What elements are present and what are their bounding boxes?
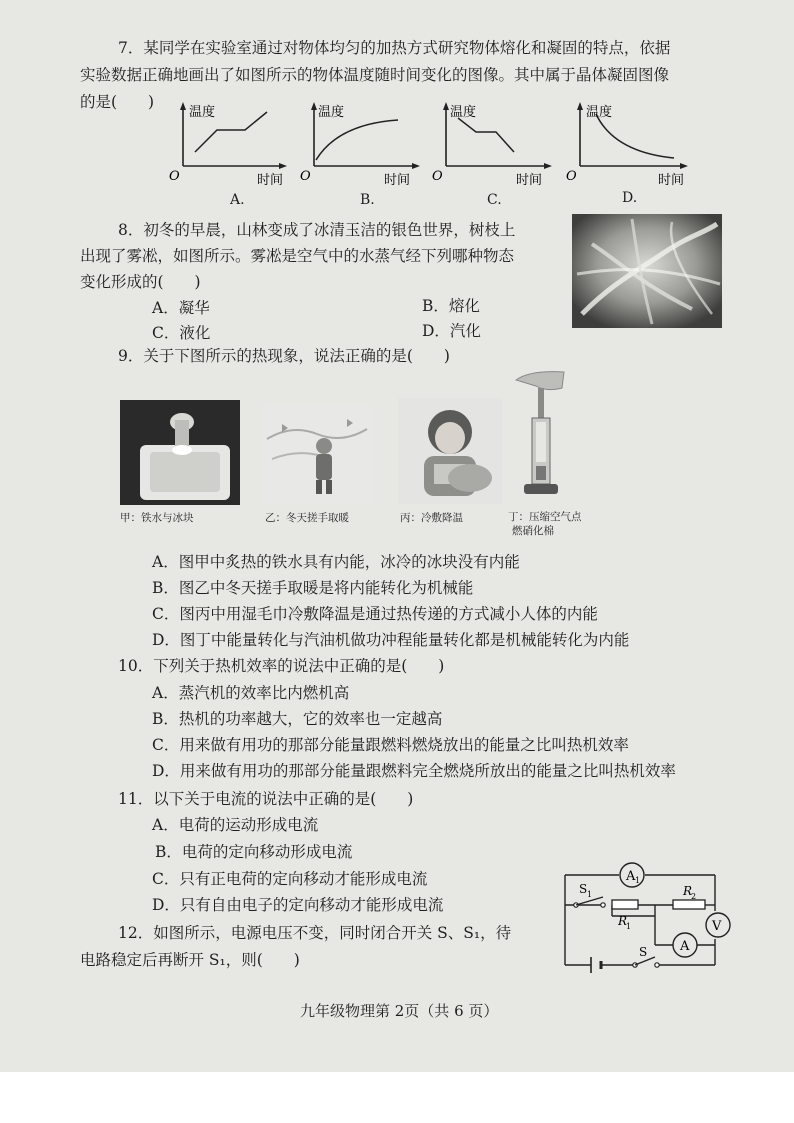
page-footer: 九年级物理第 2页（共 6 页）: [300, 1002, 499, 1020]
voltmeter-label: V: [712, 919, 722, 934]
photo-jia-iron-ice: [120, 400, 240, 505]
q10-option-a: A．蒸汽机的效率比内燃机高: [152, 684, 350, 702]
caption-ding-2: 燃硝化棉: [512, 525, 554, 537]
switch-s1-sub: 1: [587, 890, 593, 899]
graph-c-origin: O: [432, 169, 443, 184]
q10-option-d: D．用来做有用功的那部分能量跟燃料完全燃烧所放出的能量之比叫热机效率: [152, 762, 676, 780]
photo-yi-rub-hands: [262, 404, 372, 504]
q8-option-d: D．汽化: [422, 322, 481, 340]
caption-bing: 丙：冷敷降温: [400, 512, 463, 524]
q9-stem: 9．关于下图所示的热现象，说法正确的是( ): [118, 347, 450, 365]
q11-stem: 11．以下关于电流的说法中正确的是( ): [118, 790, 414, 808]
graph-b-letter: B.: [360, 192, 375, 208]
caption-jia: 甲：铁水与冰块: [120, 512, 194, 524]
caption-yi: 乙：冬天搓手取暖: [265, 512, 349, 524]
graph-d: [562, 100, 696, 190]
q12-line2: 电路稳定后再断开 S₁，则( ): [80, 951, 300, 969]
graph-c-letter: C.: [487, 192, 502, 208]
graph-c-xlabel: 时间: [516, 173, 543, 188]
ammeter-a1-label: A: [626, 869, 636, 884]
q9-option-b: B．图乙中冬天搓手取暖是将内能转化为机械能: [152, 579, 474, 597]
ammeter-a1-sub: 1: [635, 876, 641, 885]
rime-photo: [572, 214, 722, 328]
resistor-r2-sub: 2: [691, 892, 697, 901]
q7-line1: 7．某同学在实验室通过对物体均匀的加热方式研究物体熔化和凝固的特点，依据: [118, 39, 671, 57]
q10-option-b: B．热机的功率越大，它的效率也一定越高: [152, 710, 443, 728]
photo-bing-cold-compress: [398, 398, 502, 504]
q8-line1: 8．初冬的早晨，山林变成了冰清玉洁的银色世界，树枝上: [118, 221, 516, 239]
graph-a: [165, 100, 295, 190]
q11-option-d: D．只有自由电子的定向移动才能形成电流: [152, 896, 444, 914]
q8-line3: 变化形成的( ): [80, 273, 201, 291]
q11-option-a: A．电荷的运动形成电流: [152, 816, 319, 834]
graph-b: [298, 100, 428, 190]
graph-a-origin: O: [169, 169, 180, 184]
graph-c: [430, 100, 560, 190]
graph-a-xlabel: 时间: [257, 173, 284, 188]
resistor-r2-label: R: [683, 884, 693, 898]
ammeter-a-label: A: [680, 939, 690, 954]
resistor-r1-label: R: [618, 914, 628, 928]
graph-b-ylabel: 温度: [318, 105, 345, 120]
q8-option-a: A．凝华: [152, 299, 210, 317]
caption-ding-1: 丁：压缩空气点: [508, 511, 582, 523]
q8-option-c: C．液化: [152, 324, 211, 342]
switch-s1-label: S: [579, 882, 588, 896]
q9-option-d: D．图丁中能量转化与汽油机做功冲程能量转化都是机械能转化为内能: [152, 631, 630, 649]
q7-line3: 的是( ): [80, 93, 155, 111]
q10-stem: 10．下列关于热机效率的说法中正确的是( ): [118, 657, 445, 675]
q7-line2: 实验数据正确地画出了如图所示的物体温度随时间变化的图像。其中属于晶体凝固图像: [80, 66, 670, 84]
q11-option-b: B．电荷的定向移动形成电流: [155, 843, 353, 861]
graph-d-letter: D.: [622, 190, 638, 206]
graph-b-xlabel: 时间: [384, 173, 411, 188]
q12-line1: 12．如图所示，电源电压不变，同时闭合开关 S、S₁，待: [118, 924, 512, 942]
circuit-diagram: [555, 855, 745, 985]
q10-option-c: C．用来做有用功的那部分能量跟燃料燃烧放出的能量之比叫热机效率: [152, 736, 629, 754]
graph-c-ylabel: 温度: [450, 105, 477, 120]
graph-d-xlabel: 时间: [658, 173, 685, 188]
graph-b-origin: O: [300, 169, 311, 184]
q11-option-c: C．只有正电荷的定向移动才能形成电流: [152, 870, 428, 888]
q9-option-a: A．图甲中炙热的铁水具有内能，冰冷的冰块没有内能: [152, 553, 520, 571]
q8-line2: 出现了雾凇，如图所示。雾凇是空气中的水蒸气经下列哪种物态: [80, 247, 515, 265]
graph-a-letter: A.: [230, 192, 245, 208]
q9-option-c: C．图丙中用湿毛巾冷敷降温是通过热传递的方式减小人体的内能: [152, 605, 598, 623]
photo-ding-air-compression: [510, 366, 572, 500]
graph-a-ylabel: 温度: [189, 105, 216, 120]
graph-d-origin: O: [566, 169, 577, 184]
resistor-r1-sub: 1: [626, 922, 632, 931]
q8-option-b: B．熔化: [422, 297, 480, 315]
graph-d-ylabel: 温度: [586, 105, 613, 120]
switch-s-label: S: [639, 945, 648, 959]
